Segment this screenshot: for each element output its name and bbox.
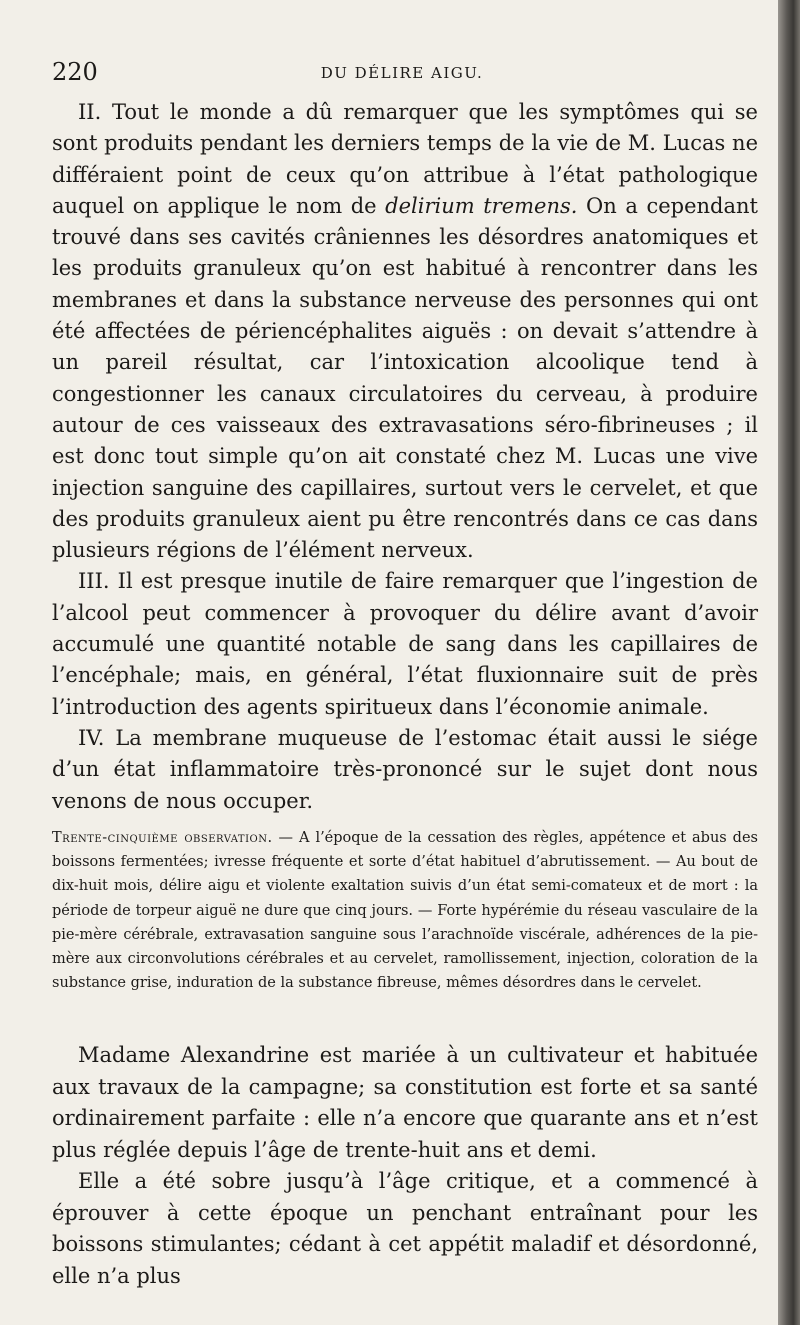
observation-summary (52, 826, 758, 995)
paragraph-ii-emphasis: delirium tremens. (385, 193, 578, 218)
book-edge (778, 0, 800, 1325)
observation-paragraph (52, 826, 758, 995)
case-narrative (52, 1040, 758, 1292)
paragraph-iv: IV. La membrane muqueuse de l’estomac était aussi le siége d’un état inflammatoire très-prononcé sur le sujet dont nous venons de nous occuper. (52, 725, 758, 813)
page-number: 220 (52, 58, 98, 86)
narrative-paragraph-1: Madame Alexandrine est mariée à un cultivateur et habituée aux travaux de la campagne; sa constitution est forte et sa santé ordinairement parfaite : elle n’a encore que quarante ans et n’est plus réglée depuis l’âge de trente-huit ans et demi. (52, 1043, 758, 1162)
page-header (52, 58, 752, 92)
main-body (52, 97, 758, 817)
paragraph-iii: III. Il est presque inutile de faire remarquer que l’ingestion de l’alcool peut commencer à provoquer du délire avant d’avoir accumulé une quantité notable de sang dans les capillaires de l’encéphale; mais, en général, l’état fluxionnaire suit de près l’introduction des agents spiritueux dans l’économie animale. (52, 569, 758, 719)
paragraph-ii (52, 97, 758, 566)
paragraph-ii-text-end: On a cependant trouvé dans ses cavités crâniennes les désordres anatomiques et les produits granuleux qu’on est habitué à rencontrer dans les membranes et dans la substance nerveuse des personnes qui ont été affectées de périencéphalites aiguës : on devait s’attendre à un pareil résultat, car l’intoxication alcoolique tend à congestionner les canaux circulatoires du cerveau, à produire autour de ces vaisseaux des extravasations séro-fibrineuses ; il est donc tout simple qu’on ait constaté chez M. Lucas une vive injection sanguine des capillaires, surtout vers le cervelet, et que des produits granuleux aient pu être rencontrés dans ce cas dans plusieurs régions de l’élément nerveux. (52, 193, 758, 563)
observation-text: — A l’époque de la cessation des règles, appétence et abus des boissons fermentées; ivresse fréquente et sorte d’état habituel d’abrutissement. — Au bout de dix-huit mois, délire aigu et violente exaltation suivis d’un état semi-comateux et de mort : la période de torpeur aiguë ne dure que cinq jours. — Forte hypérémie du réseau vasculaire de la pie-mère cérébrale, extravasation sanguine sous l’arachnoïde viscérale, adhérences de la pie-mère aux circonvolutions cérébrales et au cervelet, ramollissement, injection, coloration de la substance grise, induration de la substance fibreuse, mêmes désordres dans le cervelet. (52, 830, 758, 992)
running-title: DU DÉLIRE AIGU. (320, 64, 484, 82)
narrative-paragraph-2: Elle a été sobre jusqu’à l’âge critique, et a commencé à éprouver à cette époque un penchant entraînant pour les boissons stimulantes; cédant à cet appétit maladif et désordonné, elle n’a plus (52, 1169, 758, 1288)
observation-title: Trente-cinquième observation. (52, 830, 273, 846)
paragraph-ii-text-start: II. Tout le monde a dû remarquer que les symptômes qui se sont produits pendant les derniers temps de la vie de M. Lucas ne différaient point de ceux qu’on attribue à l’état pathologique auquel on applique le nom de (52, 100, 758, 218)
